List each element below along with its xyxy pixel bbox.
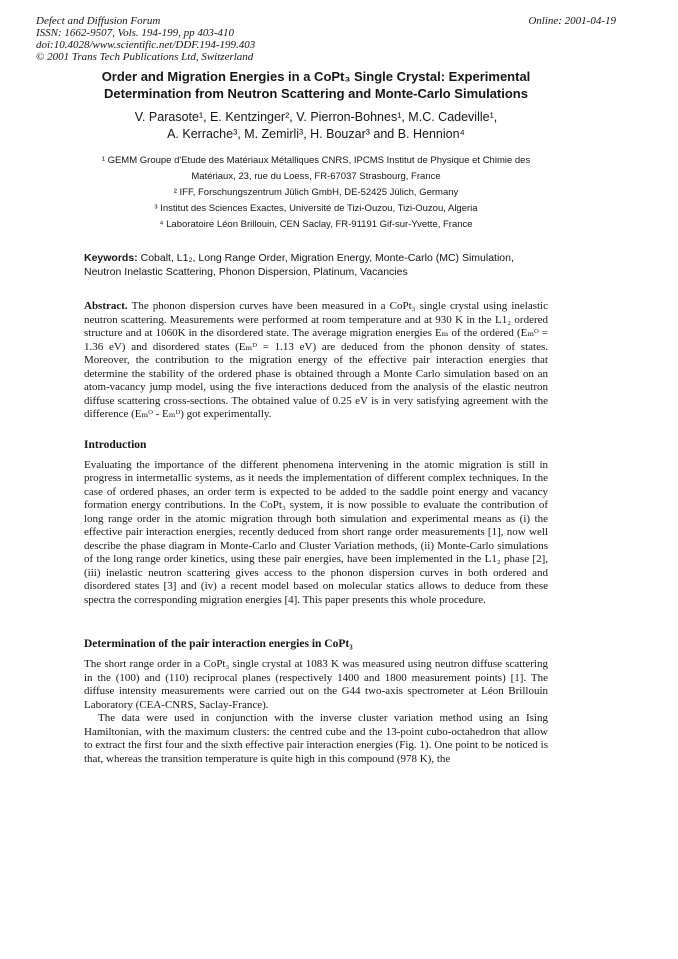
issn-line: ISSN: 1662-9507, Vols. 194-199, pp 403-410 xyxy=(36,27,234,39)
paper-title-line-1: Order and Migration Energies in a CoPt₃ Single Crystal: Experimental xyxy=(101,69,531,84)
abstract-block xyxy=(84,300,548,422)
section-heading-determination: Determination of the pair interaction energies in CoPt₃ xyxy=(84,638,353,650)
introduction-paragraph: Evaluating the importance of the different phenomena intervening in the atomic migration is still in progress in intermetallic systems, as it needs the implementation of different complex techniques. In the case of ordered phases, an order term is expected to be added to the saddle point energy and vacancy formation energy contributions. In the CoPt₃ system, it is now possible to evaluate the contribution of long range order in the atomic migration through both simulation and experimental means as (i) the effective pair interaction energies, recently deduced from short range order measurements [1], now well describe the phase diagram in Monte-Carlo and Cluster Variation methods, (ii) Monte-Carlo simulations of the long range order kinetics, using these pair energies, have been implemented in the L1₂ phase [2], (iii) inelastic neutron scattering gives access to the phonon dispersion curves in both ordered and disordered states [3] and (iv) a recent model based on molecular statics allows to deduce from these spectra the corresponding migration energies [4]. This paper presents this whole procedure. xyxy=(84,458,548,606)
journal-title: Defect and Diffusion Forum xyxy=(36,15,161,27)
section-heading-introduction: Introduction xyxy=(84,438,147,451)
affiliation-4: ⁴ Laboratoire Léon Brillouin, CEN Saclay, FR-91191 Gif-sur-Yvette, France xyxy=(159,219,473,230)
author-line-1: V. Parasote¹, E. Kentzinger², V. Pierron-Bohnes¹, M.C. Cadeville¹, xyxy=(134,110,498,124)
paper-title xyxy=(84,68,548,102)
affiliation-2: ² IFF, Forschungszentrum Jülich GmbH, DE-52425 Jülich, Germany xyxy=(173,187,459,198)
author-line-2: A. Kerrache³, M. Zemirli³, H. Bouzar³ and B. Hennion⁴ xyxy=(167,127,465,141)
paper-title-line-2: Determination from Neutron Scattering and Monte-Carlo Simulations xyxy=(104,86,528,101)
author-list xyxy=(84,109,548,143)
affiliation-1: ¹ GEMM Groupe d'Etude des Matériaux Métalliques CNRS, IPCMS Institut de Physique et Chimie des Matériaux, 23, rue du Loess, FR-67037 Strasbourg, France xyxy=(101,155,531,182)
article-body xyxy=(84,0,548,766)
keywords-text: Cobalt, L1₂, Long Range Order, Migration Energy, Monte-Carlo (MC) Simulation, Neutron Inelastic Scattering, Phonon Dispersion, Platinum, Vacancies xyxy=(84,252,514,278)
affiliation-3: ³ Institut des Sciences Exactes, Université de Tizi-Ouzou, Tizi-Ouzou, Algeria xyxy=(154,203,478,214)
doi-line: doi:10.4028/www.scientific.net/DDF.194-199.403 xyxy=(36,39,256,51)
affiliation-list xyxy=(84,153,548,233)
keywords-block xyxy=(84,252,548,279)
copyright-line: © 2001 Trans Tech Publications Ltd, Switzerland xyxy=(36,51,254,63)
keywords-label: Keywords: xyxy=(84,252,138,264)
abstract-label: Abstract. xyxy=(84,300,128,312)
online-date: Online: 2001-04-19 xyxy=(528,15,616,27)
determination-paragraph-2: The data were used in conjunction with the inverse cluster variation method using an Ising Hamiltonian, with the maximum clusters: the centred cube and the 13-point cubo-octahedron that allow to extract the first four and the sixth effective pair interaction energies (Fig. 1). One point to be noticed is that, whereas the transition temperature is quite high in this compound (978 K), the xyxy=(84,712,548,765)
determination-paragraph-1: The short range order in a CoPt₃ single crystal at 1083 K was measured using neutron diffuse scattering in the (100) and (110) reciprocal planes (respectively 1400 and 1800 measurement points) [1]. The diffuse intensity measurements were carried out on the G44 two-axis spectrometer at Léon Brillouin Laboratory (CEA-CNRS, Saclay-France). xyxy=(84,658,548,711)
abstract-text: The phonon dispersion curves have been measured in a CoPt₃ single crystal using inelastic neutron scattering. Measurements were performed at room temperature and at 930 K in the L1₂ ordered structure and at 1060K in the disordered state. The average migration energies Eₘ of the ordered (Eₘᴼ = 1.36 eV) and disordered states (Eₘᴰ = 1.13 eV) are deduced from the phonon density of states. Moreover, the contribution to the migration energy of the effective pair interaction energies that determine the stability of the ordered phase is obtained through a Monte Carlo simulation based on an atom-vacancy jump model, using the five interactions deduced from the analysis of the elastic neutron diffuse scattering cross-sections. The obtained value of 0.25 eV is in very satisfying agreement with the difference (Eₘᴼ - Eₘᴰ) got experimentally. xyxy=(84,300,548,420)
